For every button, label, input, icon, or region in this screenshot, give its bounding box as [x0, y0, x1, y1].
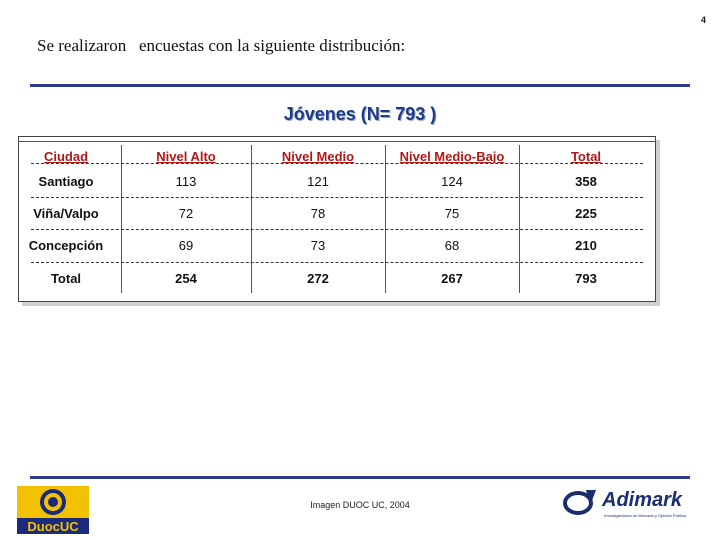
- column-header-nivel-medio: Nivel Medio: [281, 149, 355, 164]
- table-cell: 73: [310, 238, 326, 253]
- column-header-nivel-medio-bajo: Nivel Medio-Bajo: [399, 149, 505, 164]
- table-cell: 78: [310, 206, 326, 221]
- row-separator: [31, 197, 643, 198]
- column-divider: [251, 145, 252, 293]
- row-separator: [31, 229, 643, 230]
- page-number: 4: [700, 15, 706, 25]
- table-cell: 121: [307, 174, 329, 189]
- row-label-total: Total: [50, 271, 82, 286]
- table-cell-total: 210: [575, 238, 597, 253]
- table-cell-total: 225: [575, 206, 597, 221]
- column-divider: [519, 145, 520, 293]
- adimark-logo: [562, 486, 692, 524]
- table-cell: 72: [178, 206, 194, 221]
- table-title: Jóvenes (N= 793 ): [283, 104, 437, 124]
- table-top-border: [19, 141, 655, 142]
- row-separator: [31, 262, 643, 263]
- table-cell-total: 254: [175, 271, 197, 286]
- column-header-ciudad: Ciudad: [43, 149, 89, 164]
- column-divider: [385, 145, 386, 293]
- duoc-uc-logo: [17, 486, 89, 534]
- slide-heading: Se realizaron encuestas con la siguiente distribución:: [37, 36, 406, 55]
- table-cell-total: 267: [441, 271, 463, 286]
- table-cell: 68: [444, 238, 460, 253]
- bottom-divider: [30, 476, 690, 479]
- row-label: Santiago: [38, 174, 94, 189]
- column-header-nivel-alto: Nivel Alto: [156, 149, 216, 164]
- top-divider: [30, 84, 690, 87]
- adimark-logo-text: Adimark: [602, 489, 683, 511]
- table-cell: 124: [441, 174, 463, 189]
- column-header-total: Total: [570, 149, 602, 164]
- table-cell: 69: [178, 238, 194, 253]
- row-label: Viña/Valpo: [33, 206, 99, 221]
- table-cell: 75: [444, 206, 460, 221]
- table-cell-total: 272: [307, 271, 329, 286]
- table-cell-grand-total: 793: [575, 271, 597, 286]
- image-caption: Imagen DUOC UC, 2004: [310, 500, 410, 510]
- row-label: Concepción: [28, 238, 104, 253]
- data-table: [18, 136, 656, 302]
- table-cell-total: 358: [575, 174, 597, 189]
- table-cell: 113: [175, 174, 197, 189]
- adimark-tagline: Investigaciones de Mercado y Opinión Pública: [604, 513, 687, 518]
- duoc-logo-text: DuocUC: [27, 519, 79, 534]
